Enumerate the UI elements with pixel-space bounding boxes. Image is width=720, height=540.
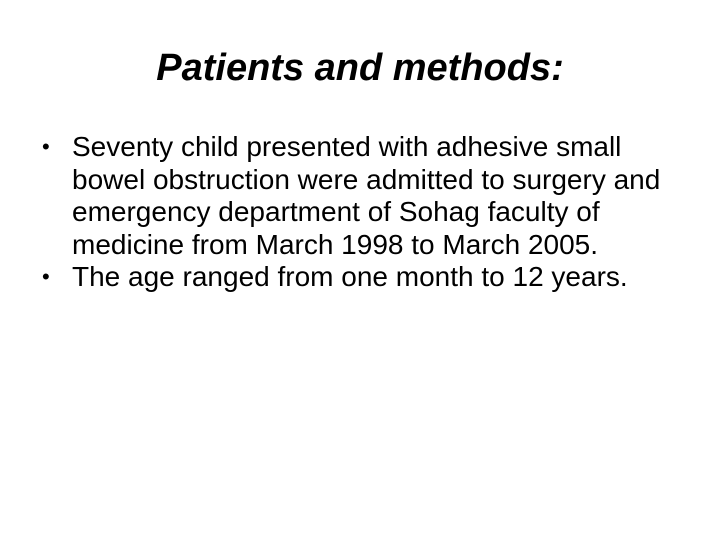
- bullet-list: [36, 131, 676, 294]
- bullet-marker: •: [42, 264, 50, 289]
- bullet-marker: •: [42, 134, 50, 159]
- bullet-item: [36, 261, 676, 294]
- bullet-text: The age ranged from one month to 12 years.: [72, 261, 628, 292]
- slide-title: Patients and methods:: [156, 47, 564, 89]
- bullet-item: [36, 131, 676, 261]
- bullet-text: Seventy child presented with adhesive small bowel obstruction were admitted to surgery and emergency department of Sohag faculty of medicine from March 1998 to March 2005.: [72, 131, 661, 260]
